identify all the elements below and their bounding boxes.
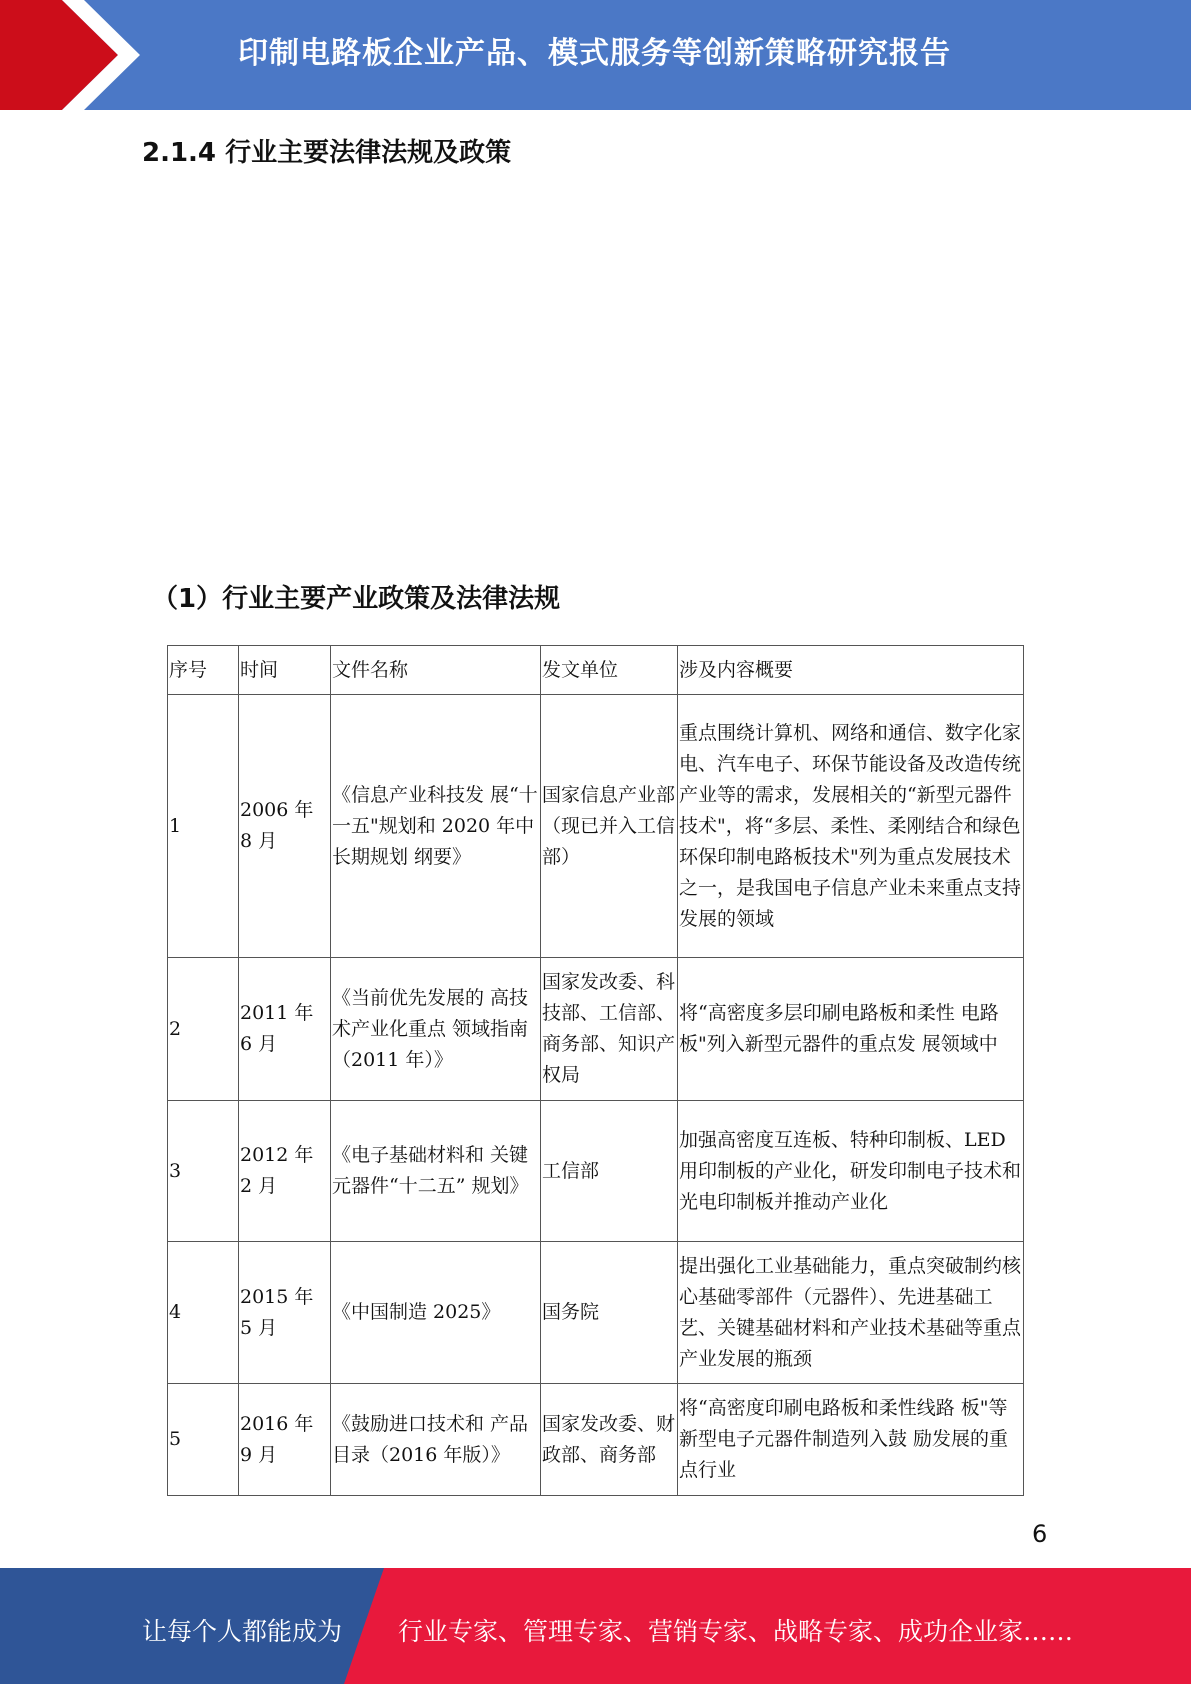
cell-date: 2015 年 5 月 <box>239 1242 331 1384</box>
cell-summary: 将“高密度印刷电路板和柔性线路 板"等新型电子元器件制造列入鼓 励发展的重点行业 <box>678 1384 1024 1496</box>
cell-document: 《鼓励进口技术和 产品目录（2016 年版）》 <box>331 1384 541 1496</box>
table-row <box>168 695 1024 958</box>
header-band <box>0 0 1191 110</box>
table-row <box>168 1384 1024 1496</box>
report-title: 印制电路板企业产品、模式服务等创新策略研究报告 <box>238 36 951 71</box>
cell-date: 2012 年 2 月 <box>239 1101 331 1242</box>
column-header-no: 序号 <box>168 646 239 695</box>
cell-no: 1 <box>168 695 239 958</box>
column-header-issuer: 发文单位 <box>541 646 678 695</box>
column-header-summary: 涉及内容概要 <box>678 646 1024 695</box>
cell-document: 《电子基础材料和 关键元器件“十二五” 规划》 <box>331 1101 541 1242</box>
table-header-row <box>168 646 1024 695</box>
cell-issuer: 工信部 <box>541 1101 678 1242</box>
cell-date: 2006 年 8 月 <box>239 695 331 958</box>
cell-date: 2011 年 6 月 <box>239 958 331 1101</box>
header-arrow-icon <box>0 0 150 110</box>
cell-document: 《中国制造 2025》 <box>331 1242 541 1384</box>
cell-no: 3 <box>168 1101 239 1242</box>
footer-slogan-left: 让每个人都能成为 <box>142 1617 343 1646</box>
cell-no: 2 <box>168 958 239 1101</box>
column-header-date: 时间 <box>239 646 331 695</box>
cell-issuer: 国家发改委、科技部、工信部、商务部、知识产权局 <box>541 958 678 1101</box>
cell-issuer: 国务院 <box>541 1242 678 1384</box>
cell-summary: 加强高密度互连板、特种印制板、LED 用印制板的产业化，研发印制电子技术和光电印制板并推动产业化 <box>678 1101 1024 1242</box>
page-number: 6 <box>1032 1520 1048 1548</box>
policy-table <box>167 645 1024 1496</box>
cell-no: 4 <box>168 1242 239 1384</box>
cell-document: 《当前优先发展的 高技术产业化重点 领域指南（2011 年）》 <box>331 958 541 1101</box>
sub-heading: （1）行业主要产业政策及法律法规 <box>152 584 561 614</box>
cell-summary: 提出强化工业基础能力，重点突破制约核心基础零部件（元器件）、先进基础工艺、关键基础材料和产业技术基础等重点产业发展的瓶颈 <box>678 1242 1024 1384</box>
cell-issuer: 国家信息产业部（现已并入工信部） <box>541 695 678 958</box>
table-row <box>168 958 1024 1101</box>
cell-summary: 重点围绕计算机、网络和通信、数字化家电、汽车电子、环保节能设备及改造传统产业等的需求，发展相关的“新型元器件技术"，将“多层、柔性、柔刚结合和绿色环保印制电路板技术"列为重点发展技术 之一，是我国电子信息产业未来重点支持发展的领域 <box>678 695 1024 958</box>
cell-issuer: 国家发改委、财政部、商务部 <box>541 1384 678 1496</box>
cell-summary: 将“高密度多层印刷电路板和柔性 电路板"列入新型元器件的重点发 展领域中 <box>678 958 1024 1101</box>
table-row <box>168 1101 1024 1242</box>
section-heading: 2.1.4 行业主要法律法规及政策 <box>142 138 512 168</box>
cell-date: 2016 年 9 月 <box>239 1384 331 1496</box>
footer-slogan-right: 行业专家、管理专家、营销专家、战略专家、成功企业家…… <box>398 1617 1074 1646</box>
cell-no: 5 <box>168 1384 239 1496</box>
table-row <box>168 1242 1024 1384</box>
cell-document: 《信息产业科技发 展“十一五"规划和 2020 年中长期规划 纲要》 <box>331 695 541 958</box>
column-header-document: 文件名称 <box>331 646 541 695</box>
